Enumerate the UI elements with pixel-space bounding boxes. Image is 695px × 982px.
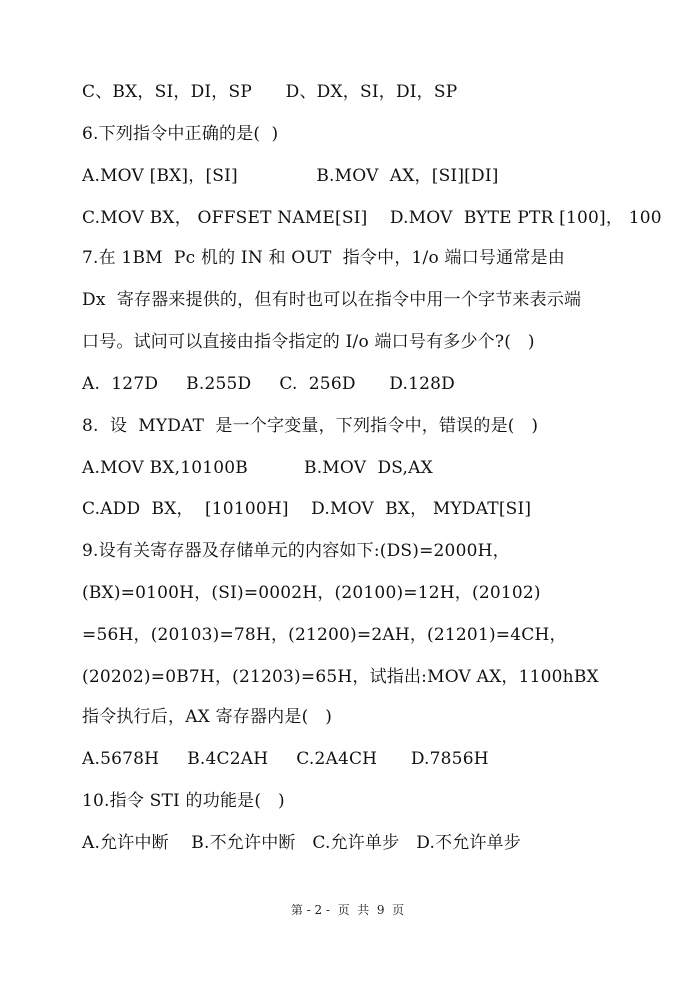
question-10: 10.指令 STI 的功能是( )	[82, 791, 285, 811]
question-7-line-2: Dx 寄存器来提供的，但有时也可以在指令中用一个字节来表示端	[82, 290, 582, 310]
question-6-options-c-d: C.MOV BX， OFFSET NAME[SI] D.MOV BYTE PTR [100]， 100	[82, 208, 662, 228]
question-8: 8. 设 MYDAT 是一个字变量，下列指令中，错误的是( )	[82, 416, 539, 436]
question-7-line-3: 口号。试问可以直接由指令指定的 I/o 端口号有多少个?( )	[82, 332, 535, 352]
question-7-options: A. 127D B.255D C. 256D D.128D	[82, 374, 455, 394]
question-9-line-4: (20202)=0B7H，(21203)=65H，试指出:MOV AX，1100hBX	[82, 667, 599, 687]
question-8-options-a-b: A.MOV BX,10100B B.MOV DS,AX	[82, 458, 433, 478]
question-9-line-5: 指令执行后，AX 寄存器内是( )	[82, 707, 333, 727]
question-7-line-1: 7.在 1BM Pc 机的 IN 和 OUT 指令中，1/o 端口号通常是由	[82, 248, 565, 268]
question-9-line-3: =56H，(20103)=78H，(21200)=2AH，(21201)=4CH，	[82, 625, 567, 645]
question-9-line-1: 9.设有关寄存器及存储单元的内容如下:(DS)=2000H，	[82, 541, 510, 561]
page-footer: 第 - 2 - 页 共 9 页	[290, 903, 405, 917]
question-10-options: A.允许中断 B.不允许中断 C.允许单步 D.不允许单步	[82, 833, 522, 853]
question-9-options: A.5678H B.4C2AH C.2A4CH D.7856H	[82, 749, 489, 769]
question-6-options-a-b: A.MOV [BX]，[SI] B.MOV AX，[SI][DI]	[82, 166, 499, 186]
text-line-option-c-d: C、BX，SI，DI，SP D、DX，SI，DI，SP	[82, 82, 458, 102]
question-9-line-2: (BX)=0100H，(SI)=0002H，(20100)=12H，(20102)	[82, 583, 541, 603]
question-8-options-c-d: C.ADD BX， [10100H] D.MOV BX， MYDAT[SI]	[82, 499, 532, 519]
question-6: 6.下列指令中正确的是( )	[82, 124, 279, 144]
